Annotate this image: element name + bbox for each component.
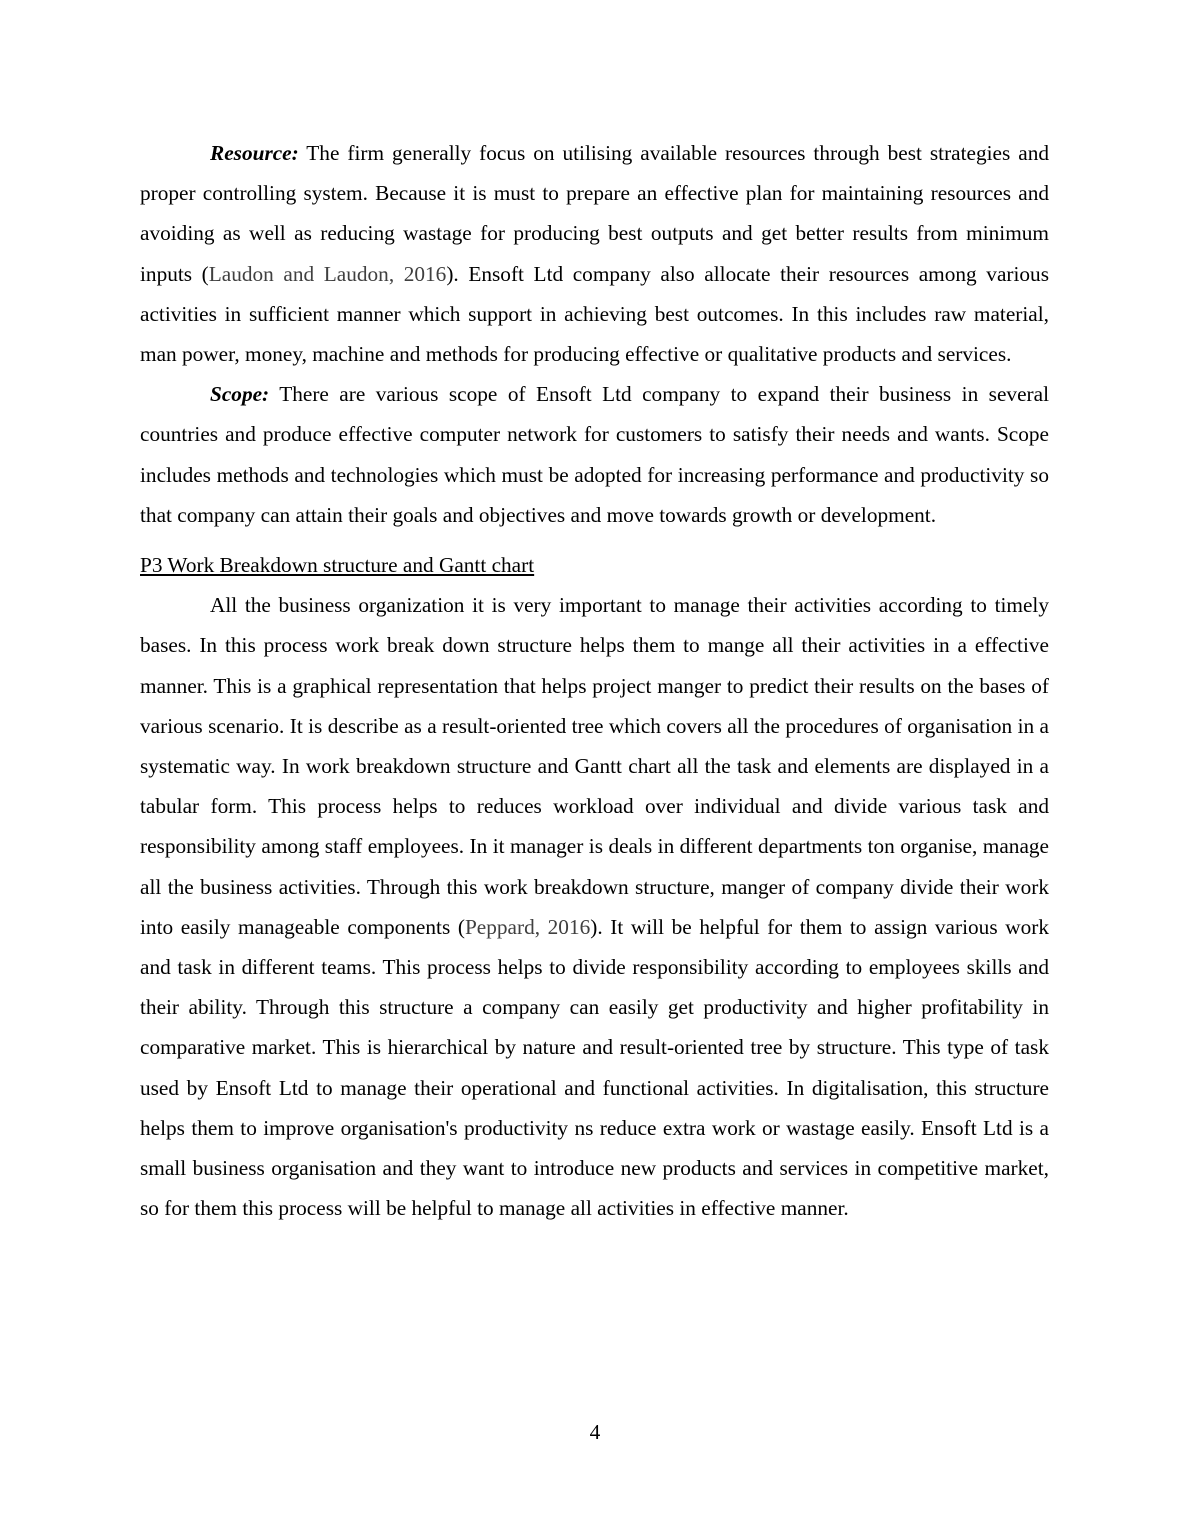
resource-text-part-1: The firm generally focus on utilising available resources through best strategies and proper controlling system. Because it is must to prepare an effective plan for maintaining resources and avoiding as well as reducing wastage for producing best outputs and get better results from minimum inputs ( (140, 141, 1049, 286)
wbs-citation: Peppard, 2016 (464, 914, 591, 939)
wbs-paragraph (140, 585, 1049, 1228)
scope-paragraph (140, 374, 1049, 535)
scope-text: There are various scope of Ensoft Ltd company to expand their business in several countries and produce effective computer network for customers to satisfy their needs and wants. Scope includes methods and technologies which must be adopted for increasing performance and productivity so that company can attain their goals and objectives and move towards growth or development. (140, 382, 1049, 527)
resource-term: Resource: (210, 141, 299, 165)
page-body (140, 133, 1049, 1228)
resource-citation: Laudon and Laudon, 2016 (208, 261, 447, 286)
page-number: 4 (589, 1420, 601, 1444)
wbs-text-part-1: All the business organization it is very important to manage their activities according to timely bases. In this process work break down structure helps them to mange all their activities in a effective manner. This is a graphical representation that helps project manger to predict their results on the bases of various scenario. It is describe as a result-oriented tree which covers all the procedures of organisation in a systematic way. In work breakdown structure and Gantt chart all the task and elements are displayed in a tabular form. This process helps to reduces workload over individual and divide various task and responsibility among staff employees. In it manager is deals in different departments ton organise, manage all the business activities. Through this work breakdown structure, manger of company divide their work into easily manageable components ( (140, 593, 1049, 939)
resource-text-part-2: ). Ensoft Ltd company also allocate their resources among various activities in sufficient manner which support in achieving best outcomes. In this includes raw material, man power, money, machine and methods for producing effective or qualitative products and services. (140, 261, 1049, 367)
scope-term: Scope: (210, 382, 270, 407)
section-heading: P3 Work Breakdown structure and Gantt chart (140, 553, 535, 578)
wbs-text-part-2: ). It will be helpful for them to assign various work and task in different teams. This process helps to divide responsibility according to employees skills and their ability. Through this structure a company can easily get productivity and higher profitability in comparative market. This is hierarchical by nature and result-oriented tree by structure. This type of task used by Ensoft Ltd to manage their operational and functional activities. In digitalisation, this structure helps them to improve organisation's productivity ns reduce extra work or wastage easily. Ensoft Ltd is a small business organisation and they want to introduce new products and services in competitive market, so for them this process will be helpful to manage all activities in effective manner. (140, 914, 1049, 1221)
resource-paragraph (140, 133, 1049, 374)
